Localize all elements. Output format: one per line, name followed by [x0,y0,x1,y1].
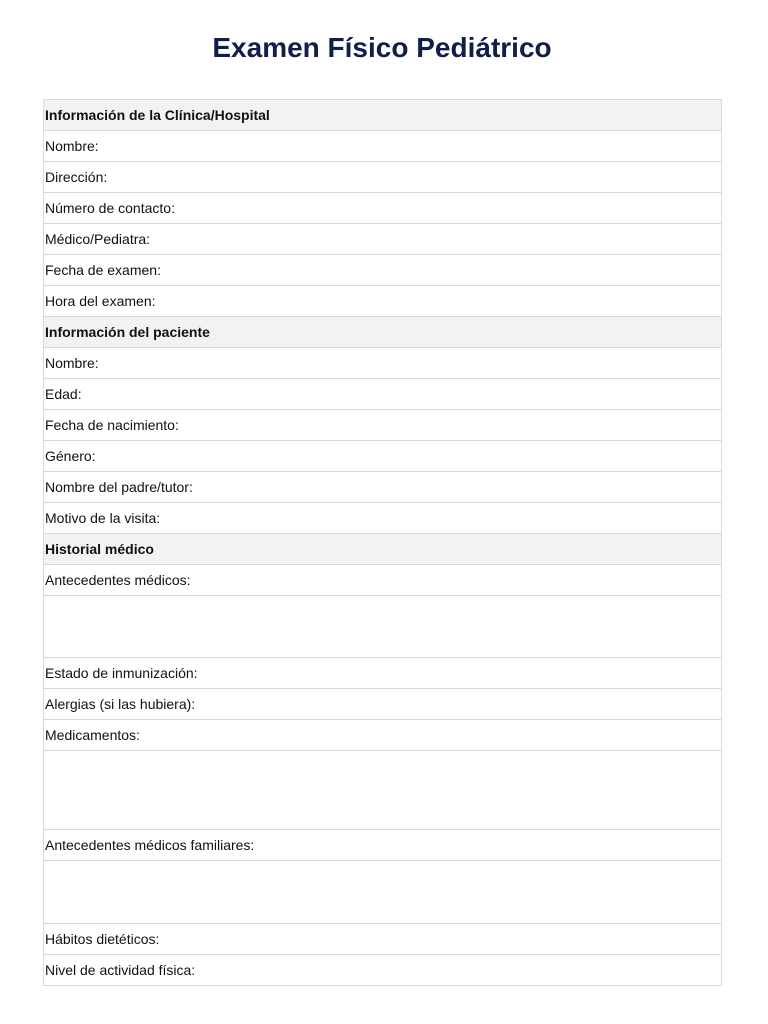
field-row[interactable] [44,658,722,689]
field-row[interactable] [44,689,722,720]
field-label-clinic-name: Nombre: [44,131,722,162]
field-label-exam-date: Fecha de examen: [44,255,722,286]
section-header-patient [44,317,722,348]
field-label-age: Edad: [44,379,722,410]
field-row[interactable] [44,503,722,534]
section-heading: Información de la Clínica/Hospital [44,100,722,131]
blank-entry-area[interactable] [44,596,722,658]
field-label-contact-number: Número de contacto: [44,193,722,224]
field-row[interactable] [44,924,722,955]
medical-history-input-area[interactable] [44,596,722,658]
section-header-medical-history [44,534,722,565]
field-row[interactable] [44,193,722,224]
section-heading: Información del paciente [44,317,722,348]
field-label-birth-date: Fecha de nacimiento: [44,410,722,441]
field-row[interactable] [44,162,722,193]
field-label-family-history: Antecedentes médicos familiares: [44,830,722,861]
exam-form-table [43,99,722,986]
field-label-address: Dirección: [44,162,722,193]
family-history-input-area[interactable] [44,861,722,924]
field-row[interactable] [44,255,722,286]
field-label-dietary-habits: Hábitos dietéticos: [44,924,722,955]
blank-entry-area[interactable] [44,751,722,830]
field-label-allergies: Alergias (si las hubiera): [44,689,722,720]
field-label-exam-time: Hora del examen: [44,286,722,317]
medications-input-area[interactable] [44,751,722,830]
field-label-immunization: Estado de inmunización: [44,658,722,689]
section-header-clinic [44,100,722,131]
field-row [44,565,722,596]
page-title: Examen Físico Pediátrico [212,32,552,63]
field-label-gender: Género: [44,441,722,472]
field-label-visit-reason: Motivo de la visita: [44,503,722,534]
field-row [44,830,722,861]
section-heading: Historial médico [44,534,722,565]
field-row[interactable] [44,131,722,162]
field-row[interactable] [44,286,722,317]
field-row[interactable] [44,410,722,441]
field-row[interactable] [44,955,722,986]
field-row[interactable] [44,224,722,255]
field-row[interactable] [44,472,722,503]
field-row [44,720,722,751]
field-label-medical-history: Antecedentes médicos: [44,565,722,596]
field-label-patient-name: Nombre: [44,348,722,379]
field-row[interactable] [44,348,722,379]
blank-entry-area[interactable] [44,861,722,924]
field-label-medications: Medicamentos: [44,720,722,751]
field-row[interactable] [44,379,722,410]
field-label-doctor: Médico/Pediatra: [44,224,722,255]
field-label-physical-activity: Nivel de actividad física: [44,955,722,986]
field-label-guardian-name: Nombre del padre/tutor: [44,472,722,503]
field-row[interactable] [44,441,722,472]
